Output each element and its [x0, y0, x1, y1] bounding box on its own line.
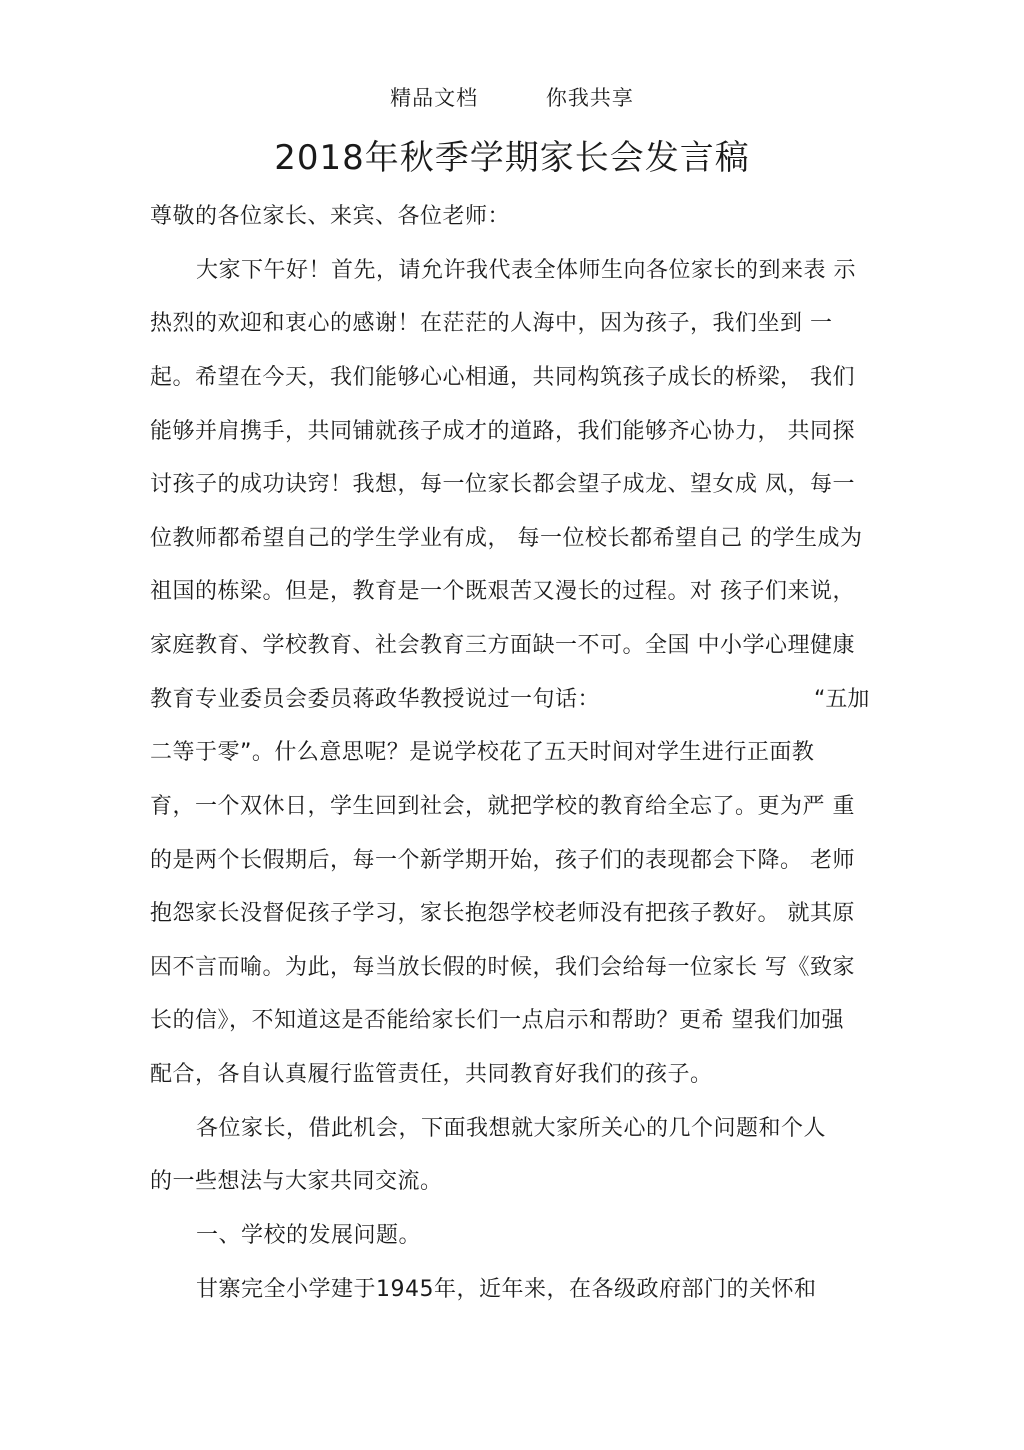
paragraph-line: 二等于零”。什么意思呢？是说学校花了五天时间对学生进行正面教 [150, 740, 815, 765]
paragraph-line: 讨孩子的成功诀窍！我想，每一位家长都会望子成龙、望女成 凤，每一 [150, 472, 855, 497]
paragraph-line: 抱怨家长没督促孩子学习，家长抱怨学校老师没有把孩子教好。 就其原 [150, 901, 855, 926]
paragraph-line: 的一些想法与大家共同交流。 [150, 1169, 443, 1194]
paragraph-line: 的是两个长假期后，每一个新学期开始，孩子们的表现都会下降。 老师 [150, 848, 855, 873]
paragraph-line: 甘寨完全小学建于1945年，近年来，在各级政府部门的关怀和 [196, 1277, 817, 1302]
paragraph-line: 因不言而喻。为此，每当放长假的时候，我们会给每一位家长 写《致家 [150, 955, 855, 980]
paragraph-line: 位教师都希望自己的学生学业有成， 每一位校长都希望自己 的学生成为 [150, 526, 863, 551]
quote-fragment: “五加 [814, 687, 870, 712]
paragraph-line: 长的信》，不知道这是否能给家长们一点启示和帮助？更希 望我们加强 [150, 1008, 844, 1033]
paragraph-line: 家庭教育、学校教育、社会教育三方面缺一不可。全国 中小学心理健康 [150, 633, 855, 658]
paragraph-line: 配合，各自认真履行监管责任，共同教育好我们的孩子。 [150, 1062, 713, 1087]
document-title: 2018年秋季学期家长会发言稿 [274, 138, 750, 178]
header-left-text: 精品文档 [390, 86, 479, 110]
paragraph-line: 各位家长，借此机会，下面我想就大家所关心的几个问题和个人 [196, 1116, 827, 1141]
page-header [0, 82, 1024, 112]
paragraph-line: 起。希望在今天，我们能够心心相通，共同构筑孩子成长的桥梁， 我们 [150, 365, 855, 390]
paragraph-line: 热烈的欢迎和衷心的感谢！在茫茫的人海中，因为孩子，我们坐到 一 [150, 311, 833, 336]
header-right-text: 你我共享 [545, 86, 634, 110]
paragraph-line: 祖国的栋梁。但是，教育是一个既艰苦又漫长的过程。对 孩子们来说， [150, 579, 855, 604]
section-heading: 一、学校的发展问题。 [196, 1223, 422, 1248]
paragraph-line: 教育专业委员会委员蒋政华教授说过一句话： [150, 687, 601, 712]
paragraph-line: 育，一个双休日，学生回到社会，就把学校的教育给全忘了。更为严 重 [150, 794, 855, 819]
salutation: 尊敬的各位家长、来宾、各位老师： [150, 204, 511, 229]
paragraph-line: 大家下午好！首先，请允许我代表全体师生向各位家长的到来表 示 [196, 258, 856, 283]
paragraph-line: 能够并肩携手，共同铺就孩子成才的道路，我们能够齐心协力， 共同探 [150, 419, 855, 444]
